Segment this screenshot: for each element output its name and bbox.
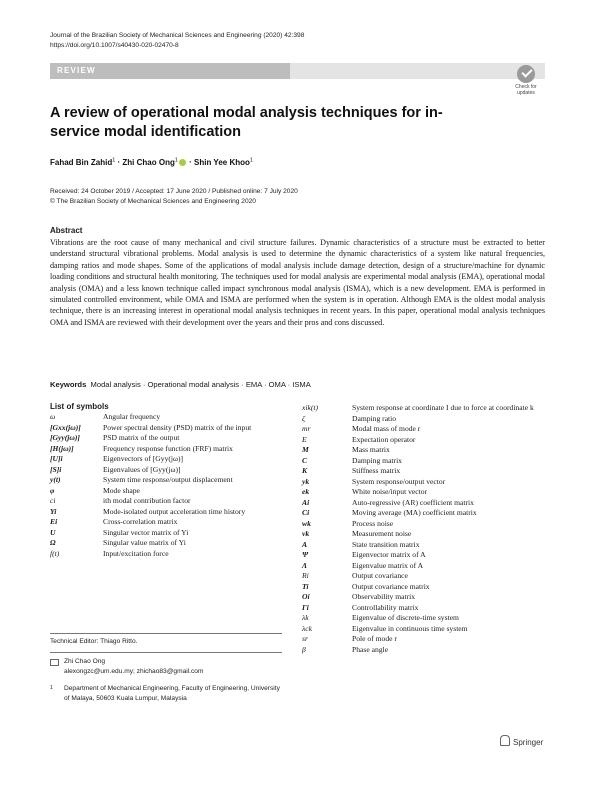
symbol-row (302, 508, 547, 519)
symbol: Yi (50, 506, 57, 516)
symbol: xik(t) (302, 403, 319, 412)
symbol-row (302, 571, 547, 582)
symbol-description: Pole of mode r (352, 634, 397, 643)
author-affil-sup: 1 (174, 157, 178, 163)
author-list (50, 157, 253, 167)
symbol-description: Eigenvalue matrix of A (352, 560, 424, 570)
author-1[interactable] (50, 158, 115, 167)
badge-line2: updates (517, 90, 535, 96)
symbol-description: Output covariance (352, 571, 408, 580)
contact-name: Zhi Chao Ong (64, 658, 106, 665)
symbol-description: Measurement noise (352, 529, 412, 538)
symbol-description: Eigenvalue of discrete-time system (352, 613, 459, 622)
keywords-label: Keywords (50, 380, 87, 389)
symbol: φ (50, 485, 55, 495)
section-label: REVIEW (57, 66, 96, 75)
symbol-description: System time response/output displacement (103, 475, 233, 484)
symbol: y(t) (50, 475, 61, 484)
symbol-row (50, 517, 280, 528)
symbol-row (302, 435, 547, 446)
author-separator: · (186, 157, 195, 167)
symbol: λk (302, 613, 309, 622)
publication-dates (50, 187, 298, 206)
symbol: Ai (302, 497, 310, 507)
symbol: Ti (302, 581, 309, 591)
symbol-description: Singular vector matrix of Yi (103, 527, 189, 537)
symbol-description: Damping ratio (352, 413, 397, 423)
symbol: [Gxx(jω)] (50, 422, 81, 432)
symbol: [S]i (50, 464, 62, 474)
symbol-row (302, 403, 547, 414)
symbol: Oi (302, 592, 310, 601)
publisher-name: Springer (513, 738, 544, 747)
symbol: C (302, 455, 308, 465)
received-accepted-dates: Received: 24 October 2019 / Accepted: 17 June 2020 / Published online: 7 July 2020 (50, 188, 298, 195)
symbol: Ri (302, 571, 309, 580)
symbol: [H(jω)] (50, 443, 74, 453)
symbol-description: Input/excitation force (103, 548, 169, 558)
symbol-row (50, 475, 280, 486)
symbol: wk (302, 518, 311, 528)
symbol-row (50, 412, 280, 423)
paper-title: A review of operational modal analysis techniques for in-service modal identification (50, 105, 443, 140)
symbol-description: Auto-regressive (AR) coefficient matrix (352, 497, 474, 507)
symbol-description: Mode-isolated output acceleration time history (103, 506, 246, 516)
symbol: Γi (302, 602, 309, 612)
symbol-row (302, 445, 547, 456)
symbol: mr (302, 424, 311, 433)
symbol-description: State transition matrix (352, 539, 420, 549)
orcid-icon[interactable] (179, 159, 186, 166)
symbol-description: Stiffness matrix (352, 466, 401, 475)
symbol-row (50, 528, 280, 539)
symbol-row (302, 634, 547, 645)
doi-link[interactable]: https://doi.org/10.1007/s40430-020-02470-8 (50, 41, 179, 49)
symbol-description: Mode shape (103, 485, 140, 495)
badge-label (511, 84, 541, 96)
symbol: M (302, 445, 309, 454)
author-name: Zhi Chao Ong (122, 157, 175, 167)
symbol-row (302, 414, 547, 425)
envelope-icon (50, 659, 59, 666)
symbol-row (302, 477, 547, 488)
symbol-description: PSD matrix of the output (103, 433, 180, 442)
symbol-description: Power spectral density (PSD) matrix of the input (103, 422, 252, 432)
symbol-row (302, 561, 547, 572)
symbol-description: Singular value matrix of Yi (103, 538, 186, 547)
symbol: U (50, 527, 56, 537)
symbol: sr (302, 634, 308, 643)
author-separator: · (115, 157, 123, 167)
symbol-description: Damping matrix (352, 455, 402, 465)
affiliation-sup: 1 (50, 685, 53, 691)
symbol-description: Observability matrix (352, 592, 416, 601)
symbol: Ω (50, 538, 56, 547)
symbol-description: Eigenvectors of [Gyy(jω)] (103, 454, 184, 463)
symbol-description: Modal mass of mode r (352, 424, 421, 433)
symbol-row (302, 519, 547, 530)
publisher-logo[interactable] (500, 735, 543, 747)
author-2[interactable] (122, 158, 187, 167)
symbol-description: Cross-correlation matrix (103, 517, 178, 526)
symbol: ζ (302, 413, 306, 423)
symbol-row (50, 444, 280, 455)
symbol-row (302, 424, 547, 435)
symbol-description: Moving average (MA) coefficient matrix (352, 508, 477, 517)
contact-details (64, 657, 284, 676)
symbol: f(t) (50, 548, 60, 558)
symbol: [U]i (50, 454, 63, 463)
symbol-description: Angular frequency (103, 412, 161, 421)
symbol-row (302, 487, 547, 498)
symbol-row (302, 592, 547, 603)
symbol: Ei (50, 517, 58, 526)
footnote-divider (50, 633, 282, 634)
symbol-row (50, 465, 280, 476)
symbol-description: Frequency response function (FRF) matrix (103, 443, 233, 453)
symbol-row (50, 423, 280, 434)
symbol-description: System response at coordinate I due to force at coordinate k (352, 403, 534, 412)
abstract-text: Vibrations are the root cause of many mechanical and civil structure failures. Dynamic characteristics of a structure must be extracted to better understand structural vibrational problems. Modal analysis is used to determine the dynamic characteristics of a system like natural frequencies, damping ratios and mode shapes. Some of the applications of modal analysis include damage detection, design of a structure/machine for dynamic loading conditions and structural health monitoring. The techniques used for modal analysis are experimental modal analysis (EMA), operational modal analysis (OMA) and a less known technique called impact synchronous modal analysis (ISMA), which is a new development. EMA is performed in simulated controlled environment, while OMA and ISMA are performed when the system is in operation. Although EMA is the oldest modal analysis technique, there is an increasing interest in operational modal analysis techniques in recent years. In this paper, operational modal analysis techniques OMA and ISMA are reviewed with their development over the years and their pros and cons discussed. (50, 238, 545, 327)
symbol-row (302, 466, 547, 477)
symbol-row (302, 550, 547, 561)
symbol: vk (302, 529, 310, 538)
symbol-row (50, 486, 280, 497)
symbol: Λ (302, 560, 308, 570)
footnote-divider-2 (50, 652, 282, 653)
contact-emails[interactable]: alexongzc@um.edu.my; zhichao83@gmail.com (64, 667, 204, 675)
symbol-row (302, 456, 547, 467)
author-name: Fahad Bin Zahid (50, 157, 113, 167)
check-icon (517, 65, 535, 83)
symbol: ω (50, 412, 56, 421)
symbol: Ci (302, 508, 310, 517)
keywords-list: Modal analysis · Operational modal analysis · EMA · OMA · ISMA (90, 380, 311, 389)
symbol-row (50, 433, 280, 444)
copyright-notice: © The Brazilian Society of Mechanical Sciences and Engineering 2020 (50, 197, 256, 205)
symbol-description: Process noise (352, 518, 394, 528)
symbol-description: Eigenvalues of [Gyy(jω)] (103, 464, 181, 474)
symbol-row (50, 507, 280, 518)
author-affil-sup: 1 (249, 157, 253, 163)
symbol-description: ith modal contribution factor (103, 496, 191, 505)
journal-citation (50, 31, 304, 50)
symbol-description: White noise/input vector (352, 487, 428, 496)
symbol: β (302, 644, 306, 654)
technical-editor: Technical Editor: Thiago Ritto. (50, 638, 138, 645)
affiliation-text: Department of Mechanical Engineering, Faculty of Engineering, University of Malaya, 50603 Kuala Lumpur, Malaysia (64, 685, 280, 702)
abstract-heading: Abstract (50, 226, 83, 235)
section-banner-tail (290, 63, 545, 79)
journal-name: Journal of the Brazilian Society of Mechanical Sciences and Engineering (2020) 42:398 (50, 32, 305, 39)
symbol-description: Eigenvalue in continuous time system (352, 623, 468, 633)
symbol: yk (302, 476, 310, 486)
symbol-row (302, 603, 547, 614)
symbol-row (302, 645, 547, 656)
symbol-row (50, 538, 280, 549)
author-name: Shin Yee Khoo (194, 157, 250, 167)
check-for-updates-badge[interactable] (511, 65, 541, 98)
symbol-row (302, 613, 547, 624)
keywords (50, 380, 311, 389)
symbol-row (50, 496, 280, 507)
symbol-row (302, 540, 547, 551)
symbol-description: Mass matrix (352, 445, 390, 454)
author-affil-sup: 1 (112, 157, 116, 163)
symbol-row (302, 624, 547, 635)
symbols-list-right (302, 403, 547, 655)
symbol-description: Phase angle (352, 644, 389, 654)
symbols-list-left (50, 412, 280, 559)
symbol-description: Eigenvector matrix of A (352, 550, 426, 559)
symbol: Ψ (302, 550, 309, 559)
author-3[interactable] (194, 158, 253, 167)
symbol: ek (302, 487, 310, 496)
symbols-heading: List of symbols (50, 402, 109, 411)
symbol: [Gyy(jω)] (50, 433, 80, 442)
symbol: A (302, 539, 308, 549)
badge-line1: Check for (515, 84, 537, 90)
symbol: E (302, 434, 307, 444)
symbol-row (302, 529, 547, 540)
symbol-description: Expectation operator (352, 434, 416, 444)
symbol-description: System response/output vector (352, 476, 446, 486)
symbol: ci (50, 496, 56, 505)
symbol: K (302, 466, 308, 475)
symbol-description: Controllability matrix (352, 602, 419, 612)
symbol-row (302, 498, 547, 509)
springer-horse-icon (500, 735, 510, 746)
symbol-row (302, 582, 547, 593)
symbol: λck (302, 623, 313, 633)
symbol-row (50, 454, 280, 465)
symbol-row (50, 549, 280, 560)
symbol-description: Output covariance matrix (352, 581, 430, 591)
